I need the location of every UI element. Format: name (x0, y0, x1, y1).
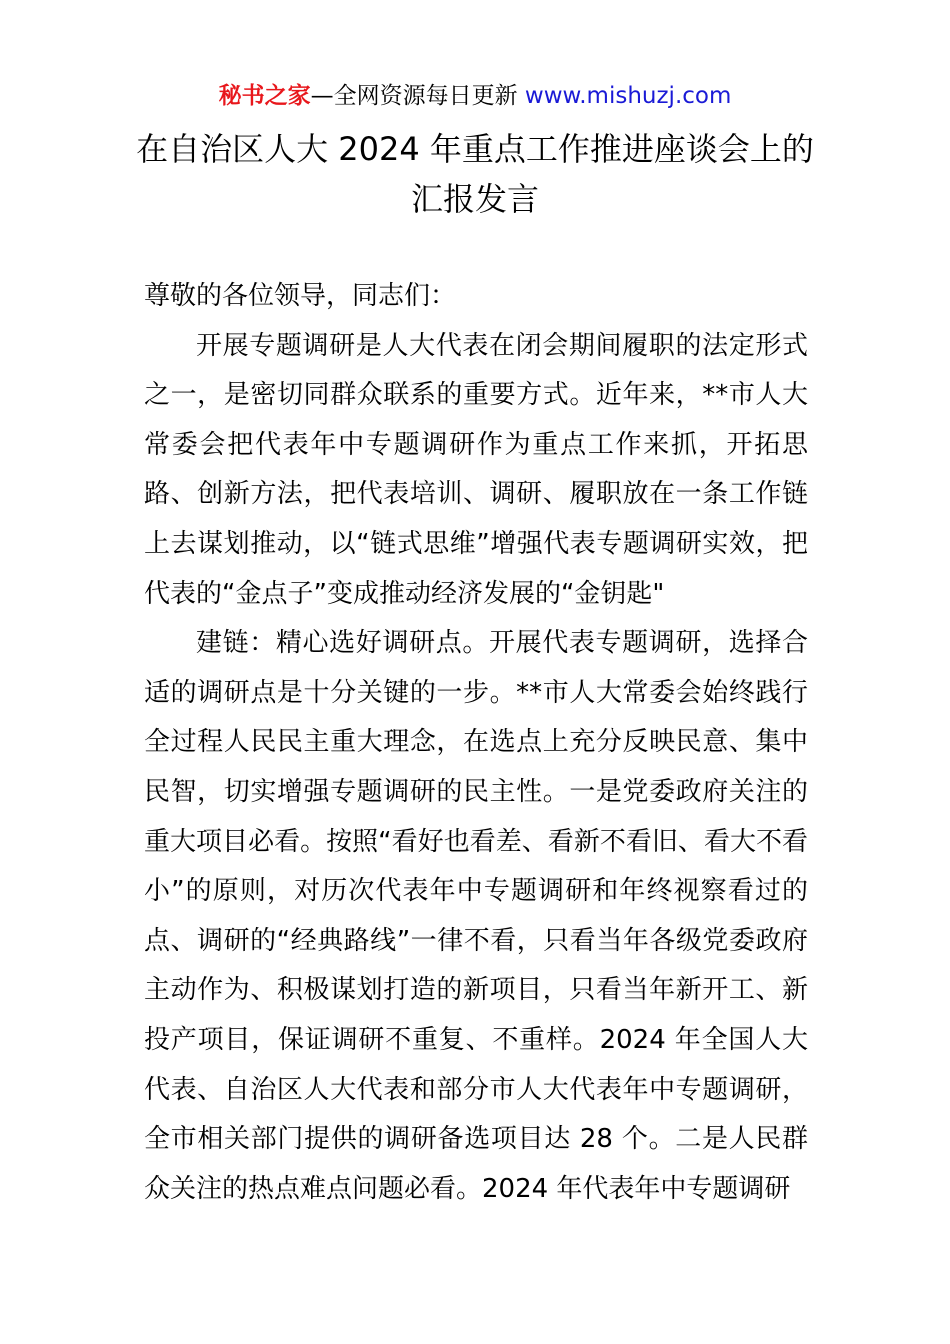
document-title (100, 124, 850, 224)
site-slogan: —全网资源每日更新 (310, 83, 525, 109)
document-body (144, 272, 808, 1214)
document-title-line-2: 汇报发言 (410, 180, 539, 218)
site-url-link[interactable]: www.mishuzj.com (524, 83, 732, 109)
site-brand-name: 秘书之家 (218, 83, 311, 109)
paragraph-intro: 开展专题调研是人大代表在闭会期间履职的法定形式之一，是密切同群众联系的重要方式。近年来，**市人大常委会把代表年中专题调研作为重点工作来抓，开拓思路、创新方法，把代表培训、调研、履职放在一条工作链上去谋划推动，以“链式思维”增强代表专题调研实效，把代表的“金点子”变成推动经济发展的“金钥匙" (144, 330, 808, 609)
site-header (0, 80, 950, 112)
document-title-line-1: 在自治区人大 2024 年重点工作推进座谈会上的 (136, 130, 814, 168)
salutation: 尊敬的各位领导，同志们： (144, 281, 457, 311)
paragraph-build-chain: 建链：精心选好调研点。开展代表专题调研，选择合适的调研点是十分关键的一步。**市人大常委会始终践行全过程人民民主重大理念，在选点上充分反映民意、集中民智，切实增强专题调研的民主性。一是党委政府关注的重大项目必看。按照“看好也看差、看新不看旧、看大不看小”的原则，对历次代表年中专题调研和年终视察看过的点、调研的“经典路线”一律不看，只看当年各级党委政府主动作为、积极谋划打造的新项目，只看当年新开工、新投产项目，保证调研不重复、不重样。2024 年全国人大代表、自治区人大代表和部分市人大代表年中专题调研，全市相关部门提供的调研备选项目达 28 个。二是人民群众关注的热点难点问题必看。2024 年代表年中专题调研 (144, 628, 808, 1204)
